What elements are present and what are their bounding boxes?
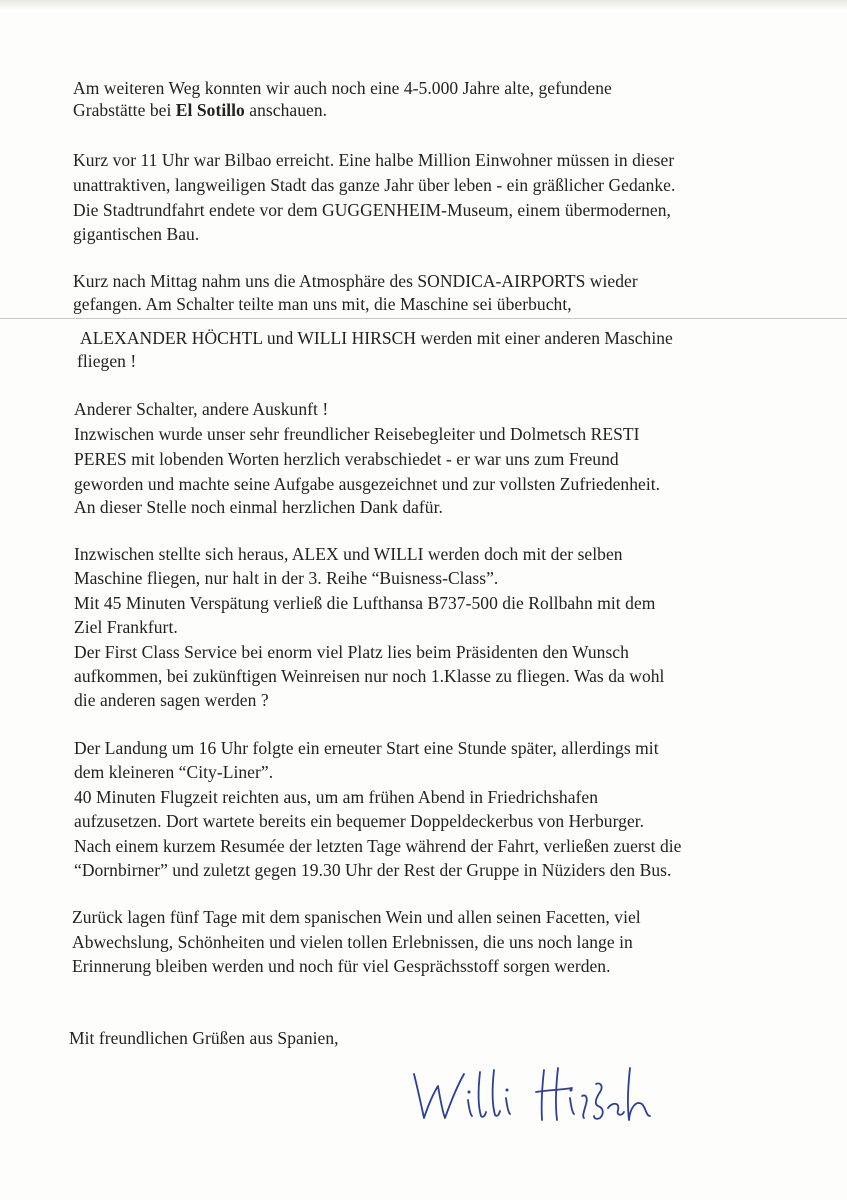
- handwritten-signature: [408, 1060, 658, 1130]
- text-line: fliegen !: [77, 351, 137, 371]
- text-line: gefangen. Am Schalter teilte man uns mit, die Maschine sei überbucht,: [73, 294, 572, 314]
- text-line: aufkommen, bei zukünftigen Weinreisen nur noch 1.Klasse zu fliegen. Was da wohl: [74, 666, 665, 686]
- text-line: dem kleineren “City-Liner”.: [74, 762, 274, 782]
- text-line: Abwechslung, Schönheiten und vielen tollen Erlebnissen, die uns noch lange in: [72, 932, 633, 952]
- text-line: Mit 45 Minuten Verspätung verließ die Lufthansa B737-500 die Rollbahn mit dem: [74, 593, 656, 613]
- text-line: unattraktiven, langweiligen Stadt das ganze Jahr über leben - ein gräßlicher Gedanke.: [73, 175, 676, 195]
- place-name: El Sotillo: [175, 100, 245, 120]
- text-line: die anderen sagen werden ?: [74, 690, 269, 710]
- text-line: geworden und machte seine Aufgabe ausgezeichnet und zur vollsten Zufriedenheit.: [74, 474, 661, 494]
- text-line: Anderer Schalter, andere Auskunft !: [74, 399, 329, 419]
- closing-line: Mit freundlichen Grüßen aus Spanien,: [69, 1028, 339, 1048]
- text-line: Erinnerung bleiben werden und noch für viel Gesprächsstoff sorgen werden.: [72, 956, 611, 976]
- text-line: ALEXANDER HÖCHTL und WILLI HIRSCH werden mit einer anderen Maschine: [80, 328, 673, 348]
- text-line: Kurz nach Mittag nahm uns die Atmosphäre des SONDICA-AIRPORTS wieder: [73, 271, 638, 291]
- text-line: Die Stadtrundfahrt endete vor dem GUGGENHEIM-Museum, einem übermodernen,: [73, 200, 671, 220]
- text-line: Der Landung um 16 Uhr folgte ein erneuter Start eine Stunde später, allerdings mit: [74, 738, 659, 758]
- text-line: Grabstätte bei El Sotillo anschauen.: [73, 100, 328, 120]
- text-line: PERES mit lobenden Worten herzlich verabschiedet - er war uns zum Freund: [74, 449, 619, 469]
- text-line: Maschine fliegen, nur halt in der 3. Reihe “Buisness-Class”.: [74, 568, 499, 588]
- text-line: Zurück lagen fünf Tage mit dem spanischen Wein und allen seinen Facetten, viel: [72, 907, 641, 927]
- text-line: Nach einem kurzem Resumée der letzten Tage während der Fahrt, verließen zuerst die: [74, 836, 682, 856]
- text-line: Inzwischen wurde unser sehr freundlicher Reisebegleiter und Dolmetsch RESTI: [74, 424, 640, 444]
- text-line: Inzwischen stellte sich heraus, ALEX und WILLI werden doch mit der selben: [74, 544, 623, 564]
- text-line: gigantischen Bau.: [73, 224, 200, 244]
- paper-edge: [0, 0, 847, 10]
- text-line: An dieser Stelle noch einmal herzlichen Dank dafür.: [74, 497, 443, 517]
- text-line: aufzusetzen. Dort wartete bereits ein bequemer Doppeldeckerbus von Herburger.: [74, 811, 645, 831]
- text-line: 40 Minuten Flugzeit reichten aus, um am frühen Abend in Friedrichshafen: [74, 787, 599, 807]
- page-fold-line: [0, 318, 847, 319]
- text-line: “Dornbirner” und zuletzt gegen 19.30 Uhr der Rest der Gruppe in Nüziders den Bus.: [74, 860, 672, 880]
- text-line: Ziel Frankfurt.: [74, 617, 178, 637]
- text-line: Am weiteren Weg konnten wir auch noch eine 4-5.000 Jahre alte, gefundene: [73, 78, 612, 98]
- text-line: Der First Class Service bei enorm viel Platz lies beim Präsidenten den Wunsch: [74, 642, 629, 662]
- text-line: Kurz vor 11 Uhr war Bilbao erreicht. Eine halbe Million Einwohner müssen in dieser: [73, 150, 675, 170]
